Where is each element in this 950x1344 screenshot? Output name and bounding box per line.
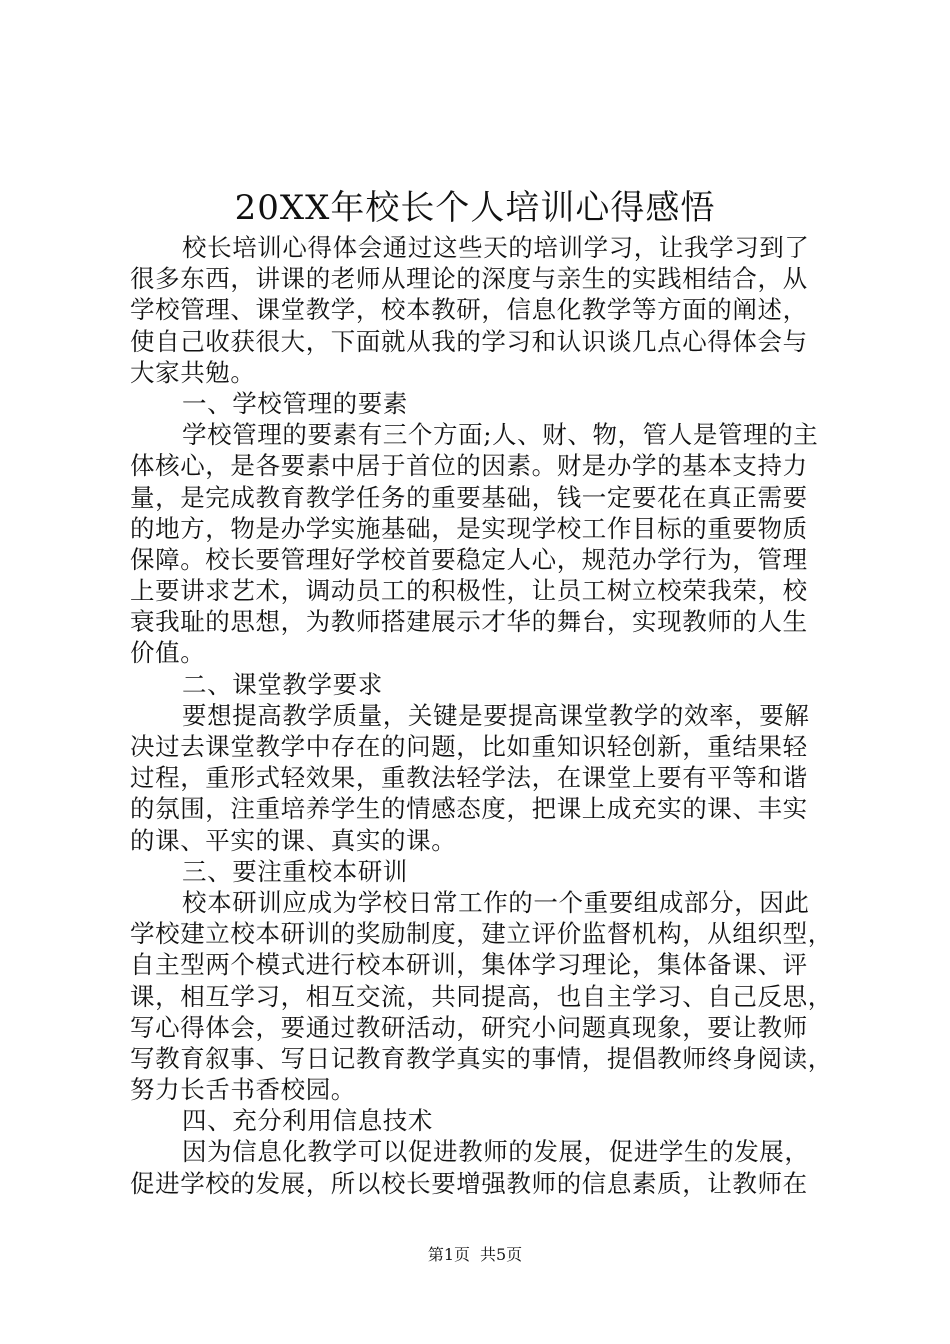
document-title: 20XX年校长个人培训心得感悟 bbox=[234, 188, 716, 228]
text-line: 衰我耻的思想，为教师搭建展示才华的舞台，实现教师的人生 bbox=[130, 607, 808, 637]
text-line: 促进学校的发展，所以校长要增强教师的信息素质，让教师在 bbox=[130, 1168, 808, 1198]
text-line: 二、课堂教学要求 bbox=[182, 669, 383, 699]
text-line: 学校管理、课堂教学，校本教研，信息化教学等方面的阐述， bbox=[130, 295, 808, 325]
text-line: 上要讲求艺术，调动员工的积极性，让员工树立校荣我荣，校 bbox=[130, 576, 808, 606]
page-number: 第1页 bbox=[427, 1245, 470, 1264]
text-line: 的课、平实的课、真实的课。 bbox=[130, 825, 457, 855]
text-line: 决过去课堂教学中存在的问题，比如重知识轻创新，重结果轻 bbox=[130, 732, 808, 761]
text-line: 课，相互学习，相互交流，共同提高，也自主学习、自己反思， bbox=[130, 981, 833, 1011]
text-line: 的氛围，注重培养学生的情感态度，把课上成充实的课、丰实 bbox=[130, 794, 808, 824]
text-line: 三、要注重校本研训 bbox=[182, 856, 408, 886]
text-line: 很多东西，讲课的老师从理论的深度与亲生的实践相结合，从 bbox=[130, 264, 808, 294]
text-line: 自主型两个模式进行校本研训，集体学习理论，集体备课、评 bbox=[130, 950, 808, 980]
text-line: 因为信息化教学可以促进教师的发展，促进学生的发展， bbox=[182, 1137, 810, 1167]
text-line: 写心得体会，要通过教研活动，研究小问题真现象，要让教师 bbox=[130, 1012, 808, 1042]
text-line: 校本研训应成为学校日常工作的一个重要组成部分，因此 bbox=[182, 887, 810, 917]
text-line: 的地方，物是办学实施基础，是实现学校工作目标的重要物质 bbox=[130, 513, 808, 543]
text-line: 保障。校长要管理好学校首要稳定人心，规范办学行为，管理 bbox=[130, 544, 808, 574]
text-line: 学校建立校本研训的奖励制度，建立评价监督机构，从组织型， bbox=[130, 919, 833, 949]
text-line: 四、充分利用信息技术 bbox=[182, 1106, 433, 1136]
text-line: 努力长舌书香校园。 bbox=[130, 1075, 356, 1105]
text-line: 校长培训心得体会通过这些天的培训学习，让我学习到了 bbox=[182, 233, 810, 262]
text-line: 要想提高教学质量，关键是要提高课堂教学的效率，要解 bbox=[182, 700, 810, 730]
text-line: 使自己收获很大，下面就从我的学习和认识谈几点心得体会与 bbox=[130, 326, 808, 356]
text-line: 大家共勉。 bbox=[130, 357, 256, 387]
text-line: 价值。 bbox=[130, 638, 206, 668]
text-line: 写教育叙事、写日记教育教学真实的事情，提倡教师终身阅读， bbox=[130, 1043, 833, 1073]
text-line: 体核心，是各要素中居于首位的因素。财是办学的基本支持力 bbox=[130, 451, 808, 481]
text-line: 量，是完成教育教学任务的重要基础，钱一定要花在真正需要 bbox=[130, 482, 808, 512]
text-line: 一、学校管理的要素 bbox=[182, 388, 408, 418]
page-total: 共5页 bbox=[480, 1245, 523, 1264]
page-footer bbox=[0, 1244, 950, 1266]
text-line: 学校管理的要素有三个方面;人、财、物，管人是管理的主 bbox=[182, 420, 819, 450]
document-body bbox=[130, 232, 834, 1199]
text-line: 过程，重形式轻效果，重教法轻学法，在课堂上要有平等和谐 bbox=[130, 763, 808, 793]
